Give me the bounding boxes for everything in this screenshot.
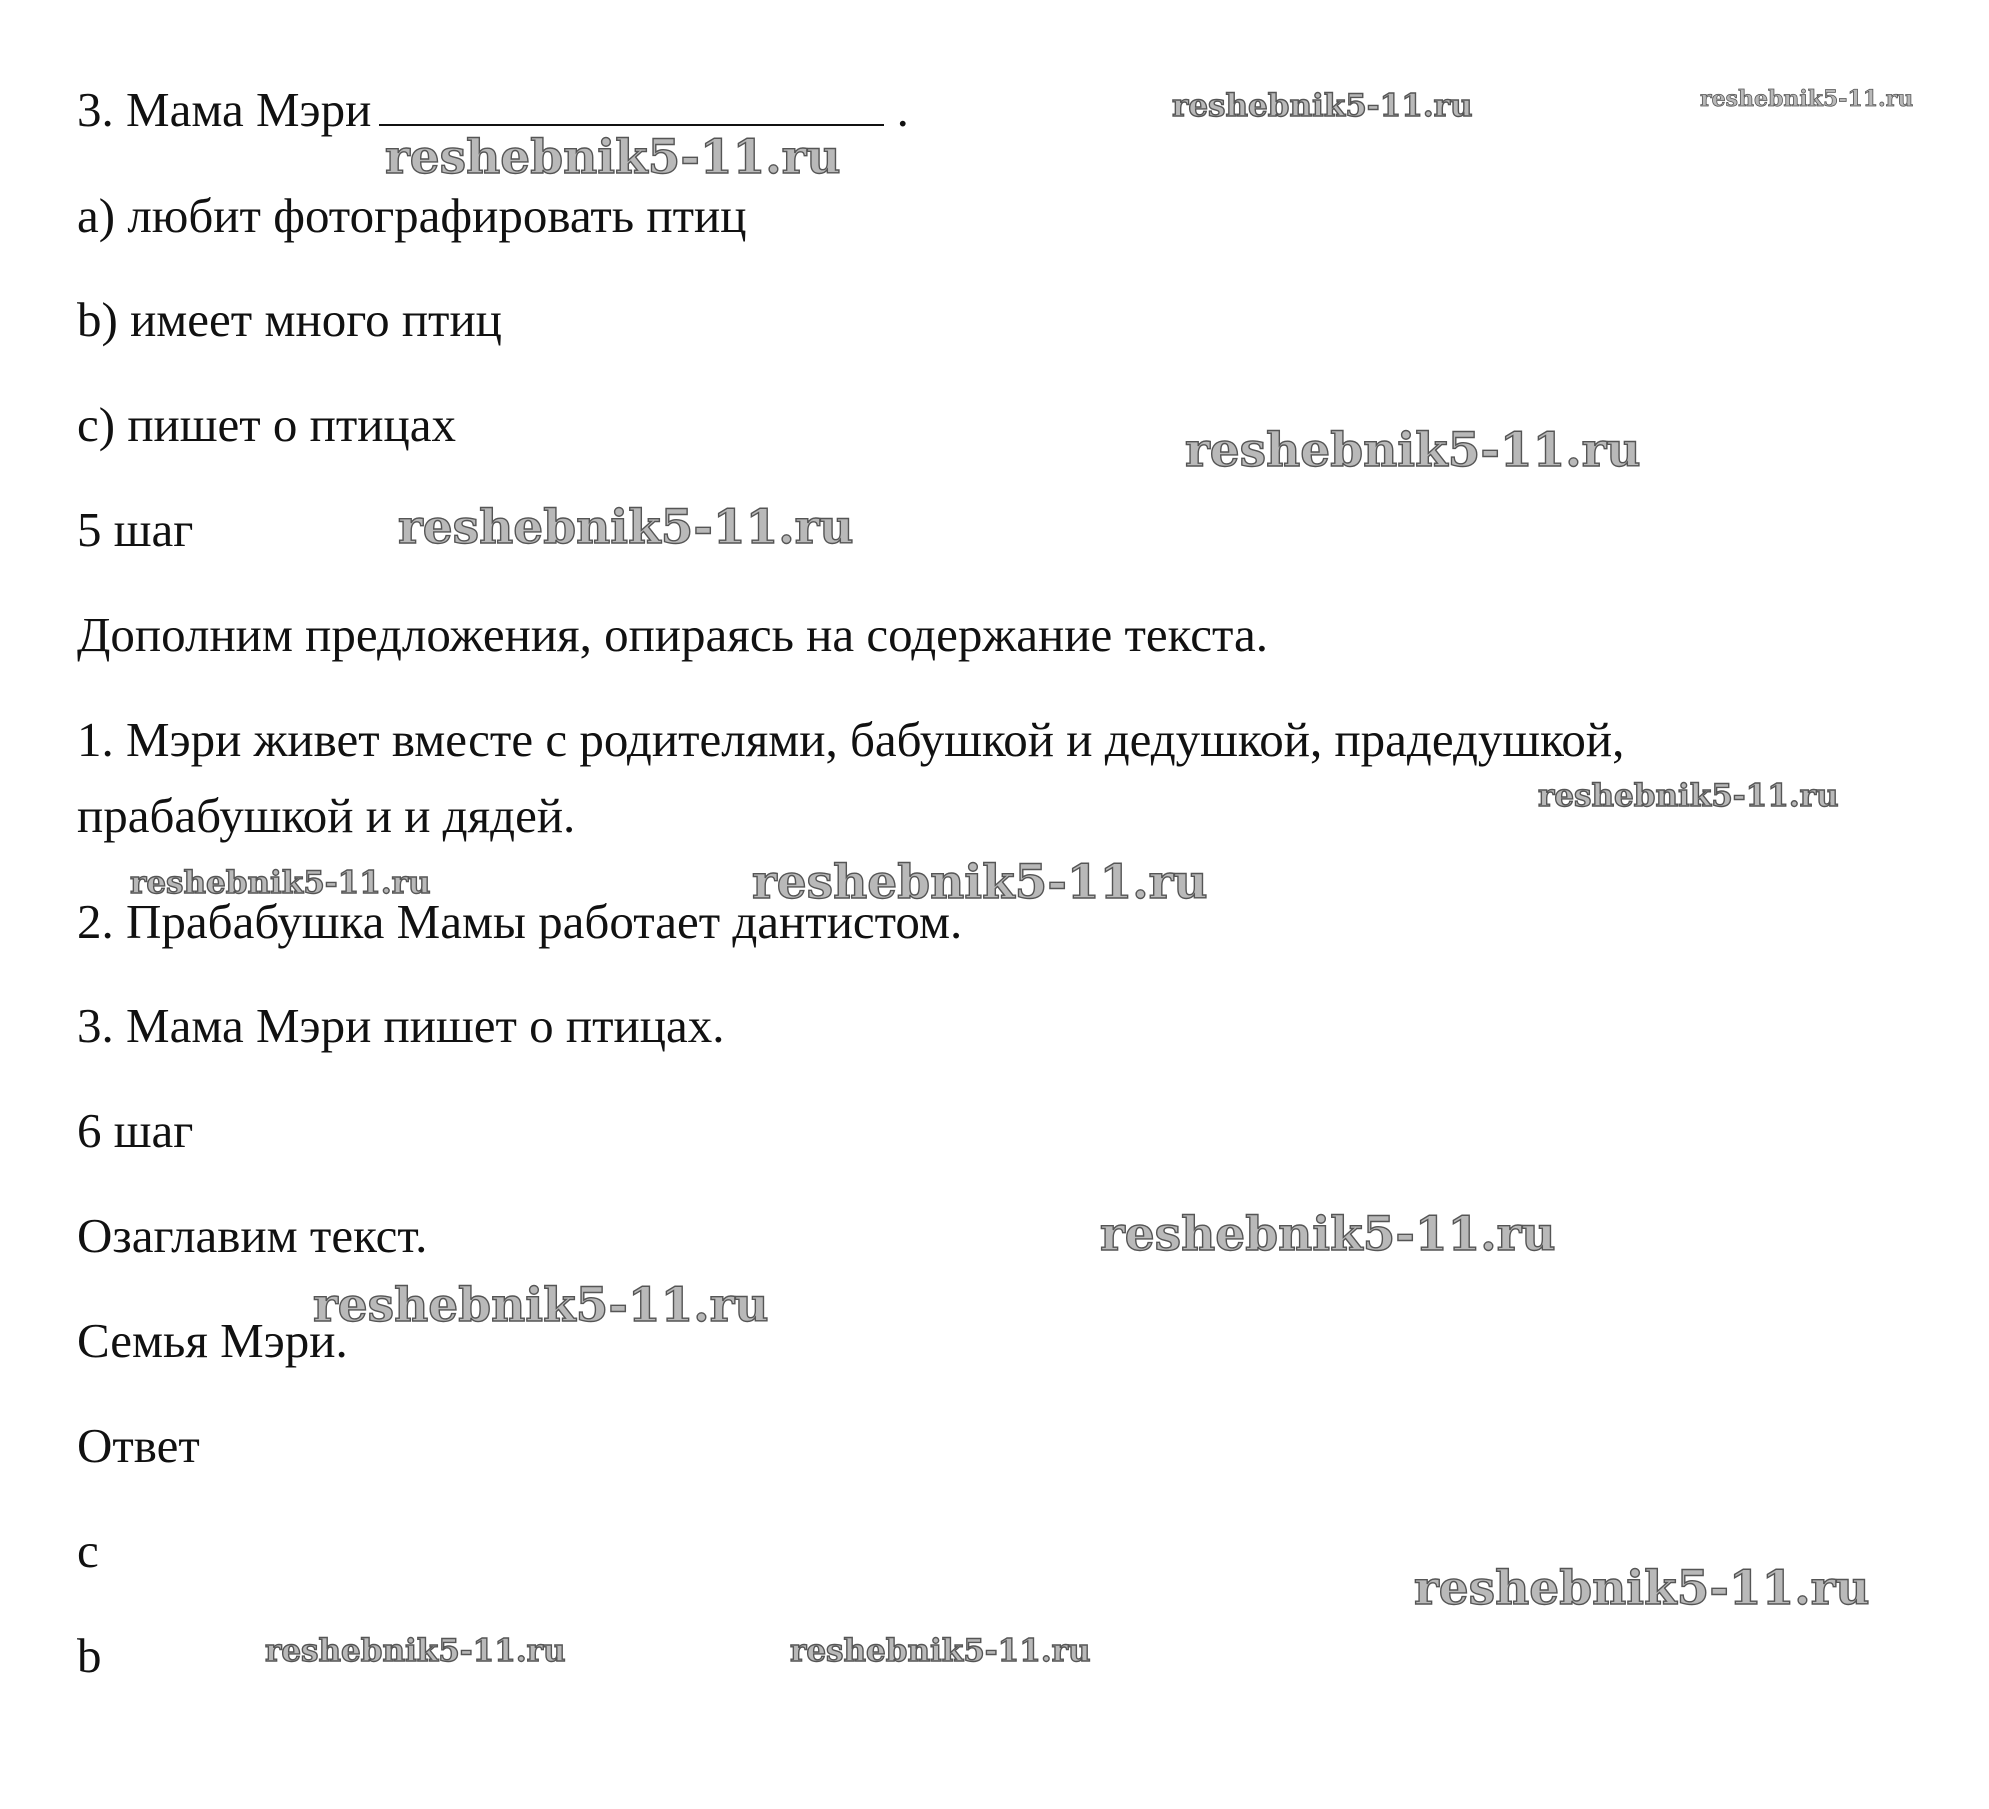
option-a: a) любит фотографировать птиц [77, 188, 747, 243]
title-answer: Семья Мэри. [77, 1313, 348, 1368]
watermark: reshebnik5-11.ru [385, 130, 841, 185]
watermark: reshebnik5-11.ru [1172, 88, 1473, 124]
question-3-suffix: . [896, 82, 909, 137]
watermark: reshebnik5-11.ru [1100, 1207, 1556, 1262]
answer-2: b [77, 1628, 102, 1683]
question-3-prefix: 3. Мама Мэри [77, 82, 372, 137]
answer-blank [379, 84, 884, 126]
sentence-1-line-1: 1. Мэри живет вместе с родителями, бабушкой и дедушкой, прадедушкой, [77, 712, 1625, 767]
step-5-heading: 5 шаг [77, 502, 194, 557]
watermark: reshebnik5-11.ru [265, 1633, 566, 1669]
answer-label: Ответ [77, 1418, 200, 1473]
watermark: reshebnik5-11.ru [1538, 778, 1839, 814]
sentence-3: 3. Мама Мэри пишет о птицах. [77, 998, 725, 1053]
watermark: reshebnik5-11.ru [1700, 86, 1914, 112]
step-5-instruction: Дополним предложения, опираясь на содержание текста. [77, 607, 1268, 662]
watermark: reshebnik5-11.ru [790, 1633, 1091, 1669]
watermark: reshebnik5-11.ru [313, 1278, 769, 1333]
sentence-2: 2. Прабабушка Мамы работает дантистом. [77, 894, 963, 949]
option-b: b) имеет много птиц [77, 292, 502, 347]
watermark: reshebnik5-11.ru [1414, 1561, 1870, 1616]
sentence-1-line-2: прабабушкой и и дядей. [77, 788, 576, 843]
watermark: reshebnik5-11.ru [1185, 423, 1641, 478]
answer-1: c [77, 1523, 99, 1578]
watermark: reshebnik5-11.ru [752, 855, 1208, 910]
option-c: c) пишет о птицах [77, 397, 456, 452]
watermark: reshebnik5-11.ru [130, 865, 431, 901]
step-6-heading: 6 шаг [77, 1103, 194, 1158]
watermark: reshebnik5-11.ru [398, 500, 854, 555]
step-6-instruction: Озаглавим текст. [77, 1208, 428, 1263]
